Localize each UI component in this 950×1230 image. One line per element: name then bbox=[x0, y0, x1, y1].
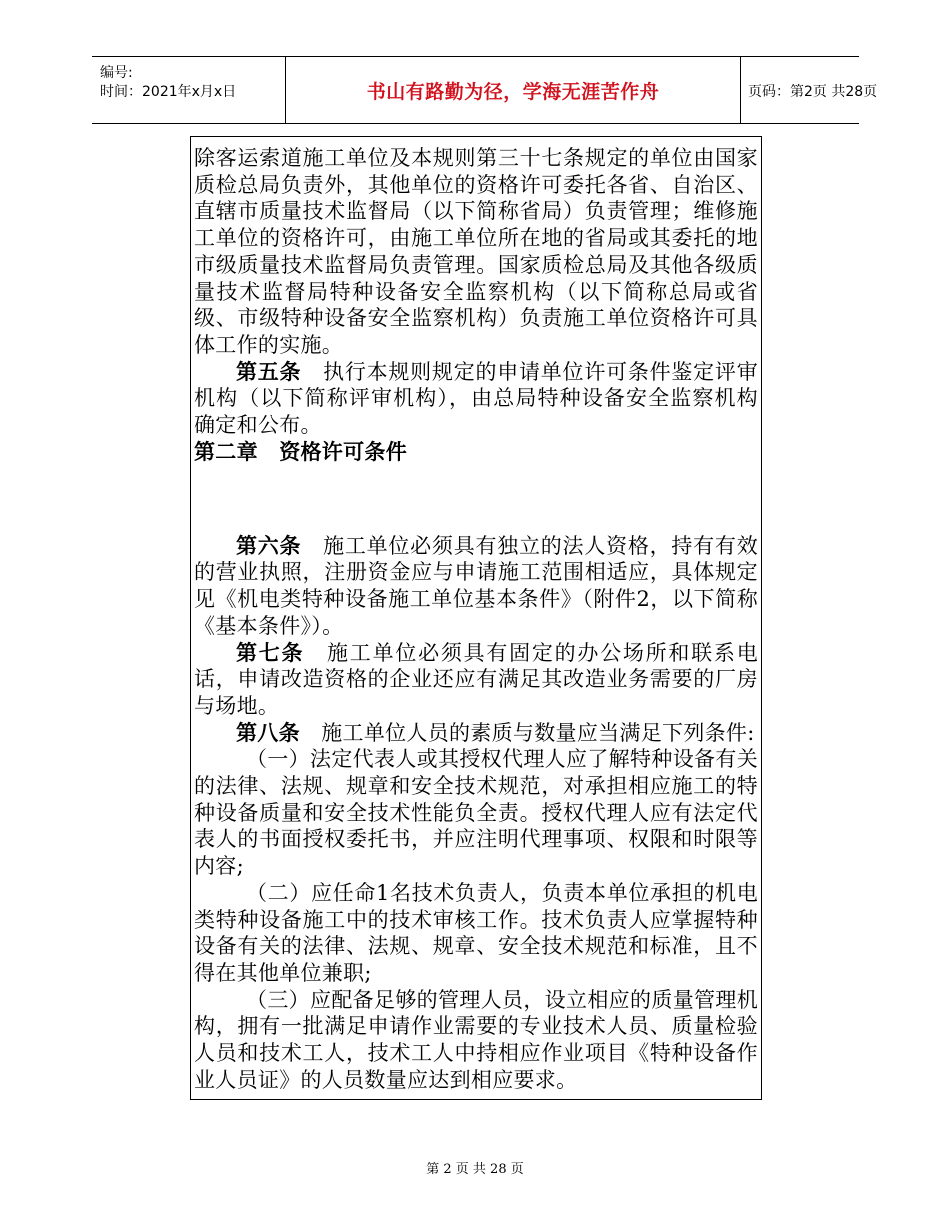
document-time-label: 时间：2021年x月x日 bbox=[100, 84, 237, 100]
page-footer: 第 2 页 共 28 页 bbox=[426, 1162, 524, 1177]
article-7 bbox=[194, 640, 758, 720]
article-5-text: 执行本规则规定的申请单位许可条件鉴定评审机构（以下简称评审机构），由总局特种设备安全监察机构确定和公布。 bbox=[194, 359, 758, 438]
header-page-code: 页码：第2页 共28页 bbox=[748, 84, 878, 100]
article-6-title: 第六条 bbox=[236, 532, 302, 558]
article-8-title: 第八条 bbox=[236, 719, 300, 745]
page-header bbox=[92, 56, 878, 124]
article-8-item-3: （三）应配备足够的管理人员，设立相应的质量管理机构，拥有一批满足申请作业需要的专业技术人员、质量检验人员和技术工人，技术工人中持相应作业项目《特种设备作业人员证》的人员数量应达到相应要求。 bbox=[194, 987, 758, 1092]
article-7-text: 施工单位必须具有固定的办公场所和联系电话，申请改造资格的企业还应有满足其改造业务需要的厂房与场地。 bbox=[194, 640, 758, 718]
article-5-title: 第五条 bbox=[236, 358, 302, 384]
article-5 bbox=[194, 359, 758, 439]
header-left-cell bbox=[92, 57, 285, 123]
document-number-label: 编号: bbox=[100, 65, 133, 81]
header-middle-cell bbox=[285, 57, 741, 123]
article-8 bbox=[194, 720, 758, 747]
article-8-item-1: （一）法定代表人或其授权代理人应了解特种设备有关的法律、法规、规章和安全技术规范，对承担相应施工的特种设备质量和安全技术性能负全责。授权代理人应有法定代表人的书面授权委托书，并应注明代理事项、权限和时限等内容; bbox=[194, 747, 758, 879]
article-6 bbox=[194, 533, 758, 640]
document-body bbox=[194, 145, 758, 1094]
chapter-heading: 第二章 资格许可条件 bbox=[194, 439, 407, 464]
article-7-title: 第七条 bbox=[236, 639, 305, 665]
header-motto: 书山有路勤为径，学海无涯苦作舟 bbox=[366, 81, 660, 103]
article-8-text: 施工单位人员的素质与数量应当满足下列条件: bbox=[321, 720, 755, 745]
article-6-text: 施工单位必须具有独立的法人资格，持有有效的营业执照，注册资金应与申请施工范围相适应，具体规定见《机电类特种设备施工单位基本条件》（附件2，以下简称《基本条件》）。 bbox=[194, 533, 758, 638]
paragraph-intro: 除客运索道施工单位及本规则第三十七条规定的单位由国家质检总局负责外，其他单位的资格许可委托各省、自治区、直辖市质量技术监督局（以下简称省局）负责管理；维修施工单位的资格许可，由施工单位所在地的省局或其委托的地市级质量技术监督局负责管理。国家质检总局及其他各级质量技术监督局特种设备安全监察机构（以下简称总局或省级、市级特种设备安全监察机构）负责施工单位资格许可具体工作的实施。 bbox=[194, 146, 758, 357]
content-box bbox=[190, 136, 762, 1100]
header-right-cell bbox=[740, 57, 878, 123]
article-8-item-2: （二）应任命1名技术负责人，负责本单位承担的机电类特种设备施工中的技术审核工作。技术负责人应掌握特种设备有关的法律、法规、规章、安全技术规范和标准，且不得在其他单位兼职; bbox=[194, 880, 758, 985]
